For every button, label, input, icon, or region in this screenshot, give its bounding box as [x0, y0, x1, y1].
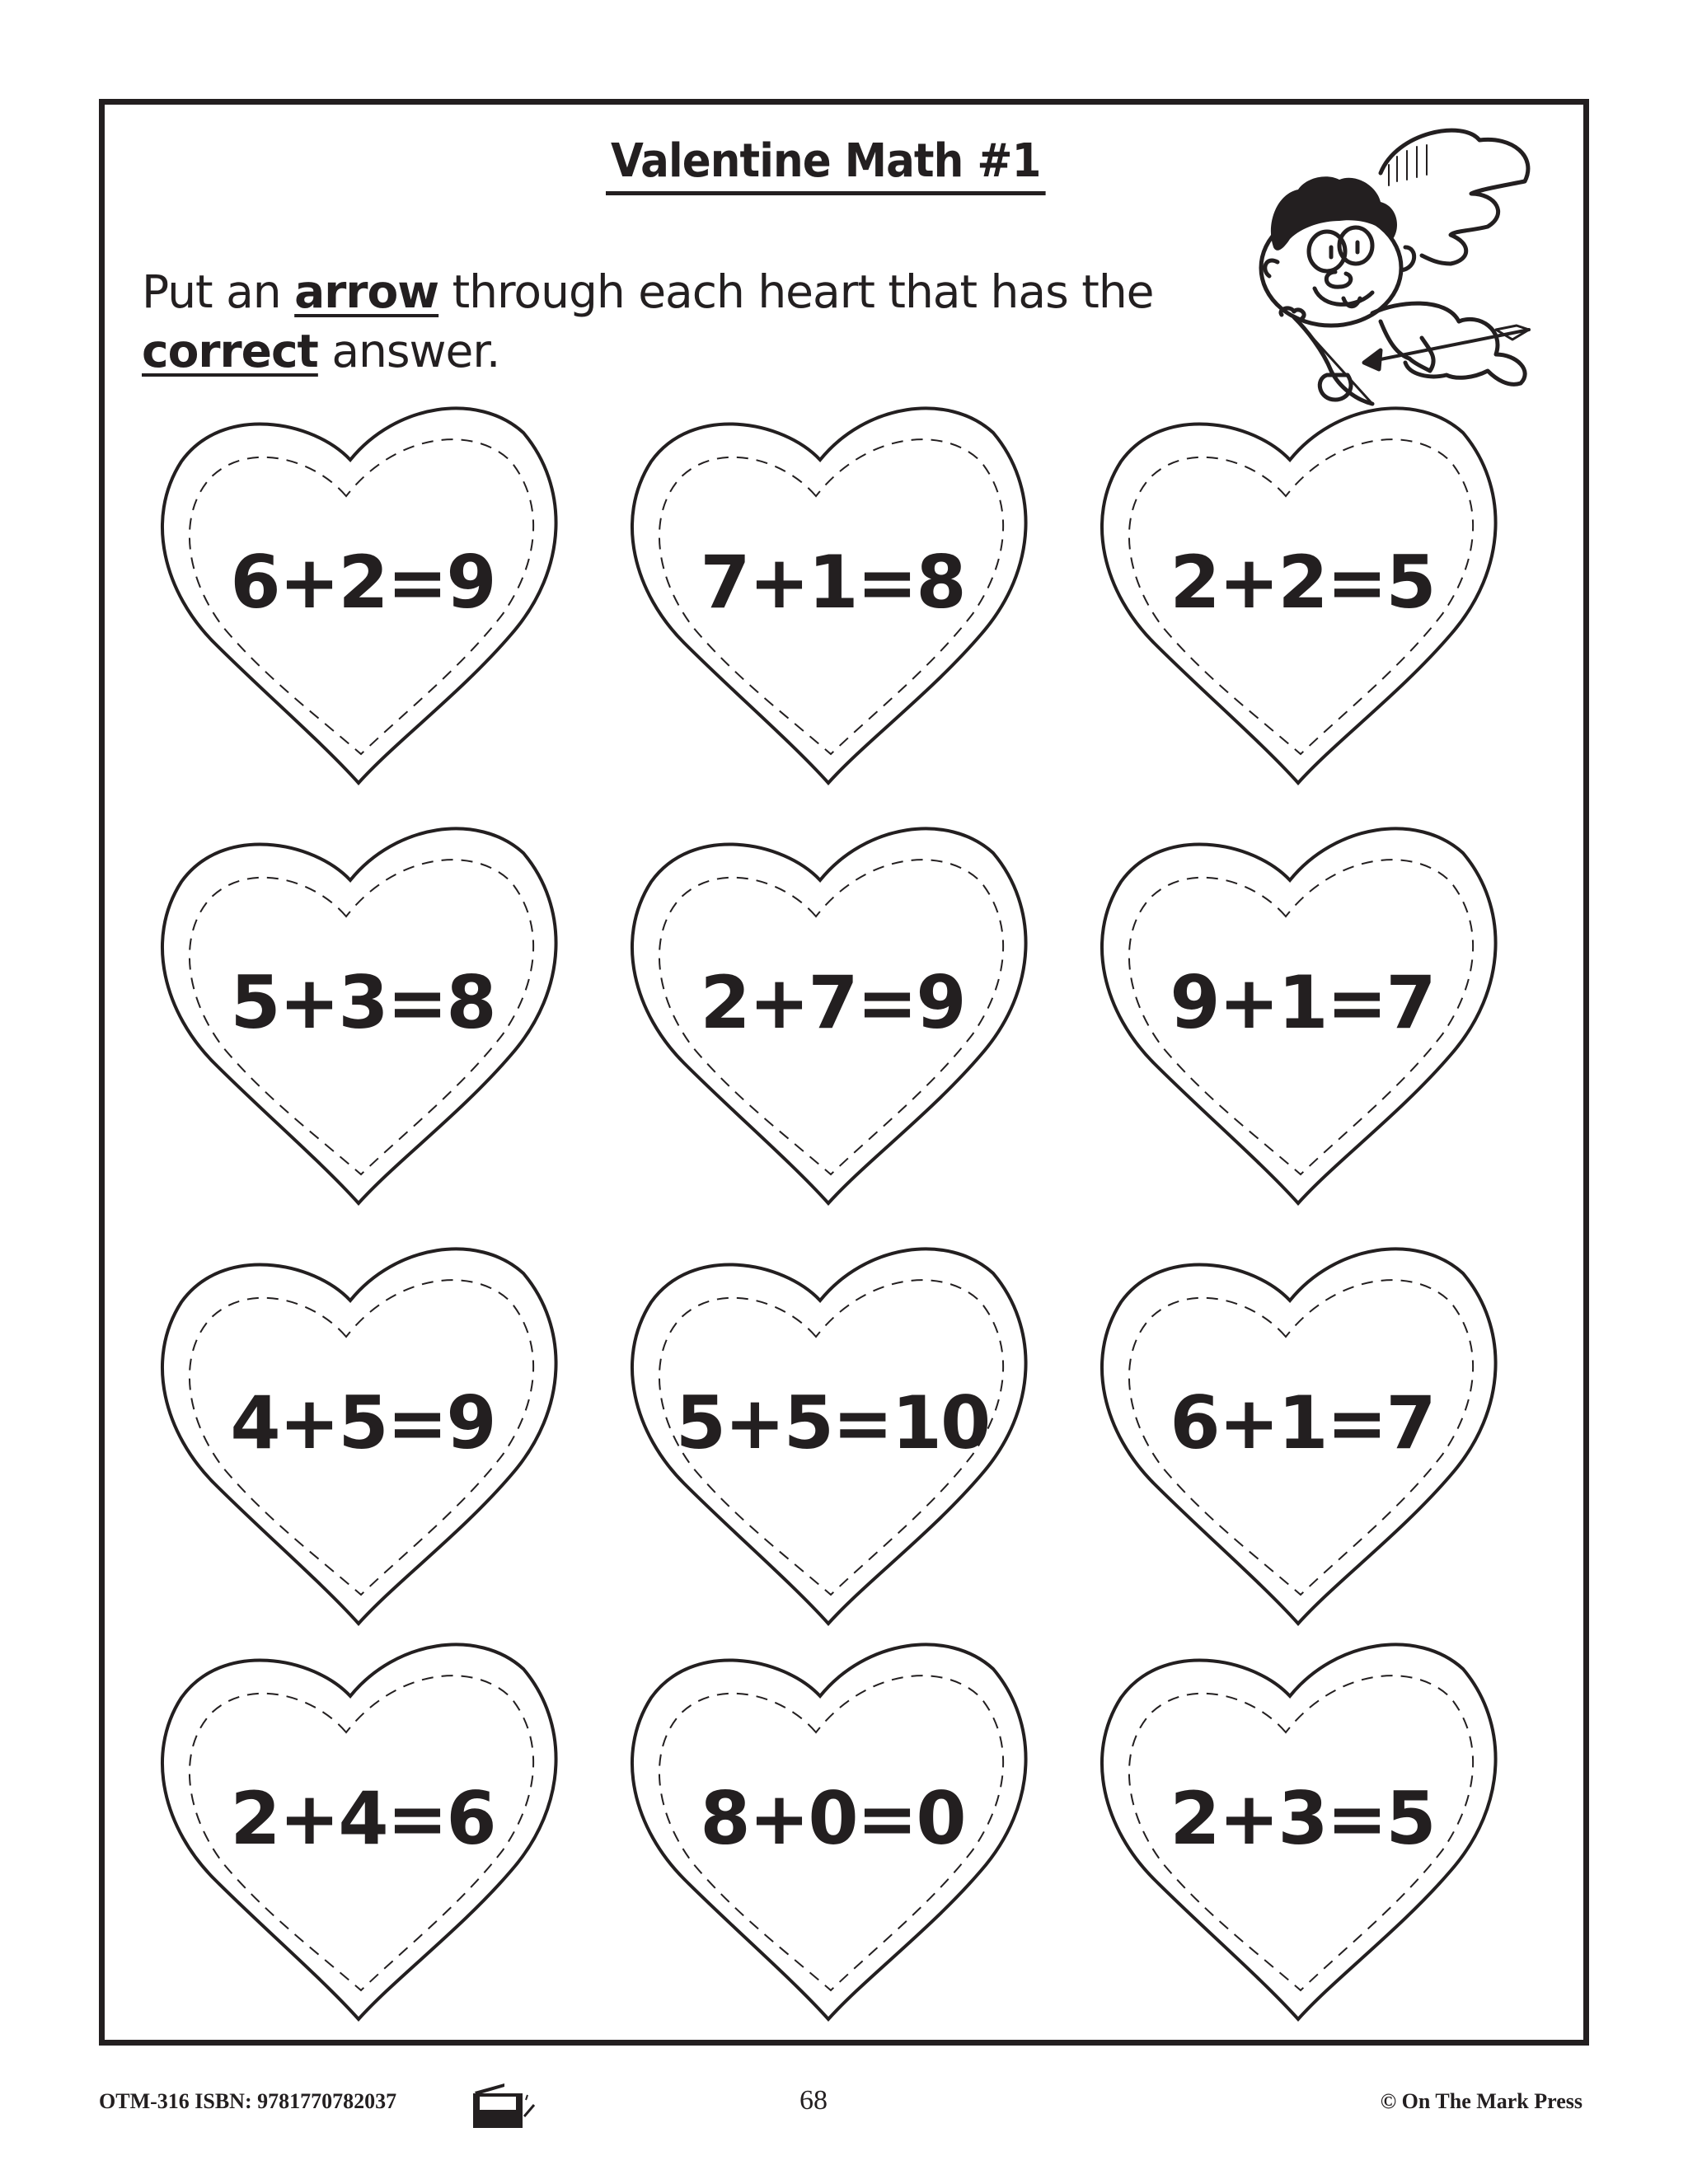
- heart-card[interactable]: [618, 396, 1047, 808]
- heart-card[interactable]: [1088, 816, 1517, 1228]
- heart-card[interactable]: [618, 1632, 1047, 2044]
- heart-card[interactable]: [148, 816, 577, 1228]
- instructions: [142, 262, 1172, 381]
- heart-card[interactable]: [148, 1236, 577, 1648]
- page-title: Valentine Math #1: [606, 134, 1046, 195]
- equation: 8+0=0: [700, 1776, 965, 1861]
- equation: 5+5=10: [675, 1380, 990, 1465]
- footer-code-isbn: OTM-316 ISBN: 9781770782037: [99, 2089, 397, 2113]
- footer-copyright: © On The Mark Press: [1380, 2089, 1582, 2113]
- equation: 9+1=7: [1170, 960, 1435, 1045]
- equation: 2+2=5: [1170, 540, 1435, 625]
- equation: 5+3=8: [230, 960, 495, 1045]
- equation: 7+1=8: [700, 540, 965, 625]
- equation: 6+1=7: [1170, 1380, 1435, 1465]
- instructions-text-2: through each heart that has the: [438, 265, 1154, 318]
- photocopier-icon: [471, 2083, 562, 2130]
- equation: 4+5=9: [230, 1380, 495, 1465]
- page-number: 68: [799, 2085, 828, 2116]
- equation: 2+3=5: [1170, 1776, 1435, 1861]
- heart-card[interactable]: [1088, 1632, 1517, 2044]
- heart-card[interactable]: [148, 1632, 577, 2044]
- instructions-emphasis-arrow: arrow: [294, 265, 439, 318]
- heart-card[interactable]: [1088, 396, 1517, 808]
- instructions-emphasis-correct: correct: [142, 325, 318, 377]
- heart-grid: [148, 396, 1550, 2011]
- equation: 2+4=6: [230, 1776, 495, 1861]
- equation: 2+7=9: [700, 960, 965, 1045]
- heart-card[interactable]: [148, 396, 577, 808]
- heart-card[interactable]: [618, 816, 1047, 1228]
- heart-card[interactable]: [1088, 1236, 1517, 1648]
- instructions-text-3: answer.: [317, 325, 500, 377]
- heart-card[interactable]: [618, 1236, 1047, 1648]
- equation: 6+2=9: [230, 540, 495, 625]
- instructions-text-1: Put an: [142, 265, 295, 318]
